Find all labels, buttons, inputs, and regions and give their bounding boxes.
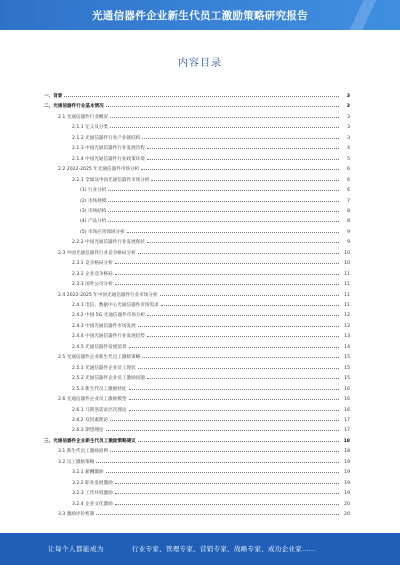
toc-entry-label: 3.1 新生代员工激励原则 [58,449,109,455]
toc-entry[interactable] [72,382,350,392]
toc-entry[interactable] [80,214,350,224]
toc-dot-leader [115,483,339,484]
toc-dot-leader [115,493,339,494]
toc-entry-page: 10 [344,250,350,256]
toc-entry-label: 2.3 中国光通信器件行业竞争格局分析 [58,250,136,256]
toc-entry-label: 2.3.2 企业竞争格局 [72,271,113,277]
toc-entry[interactable] [80,194,350,204]
toc-entry-page: 6 [347,177,350,183]
toc-entry[interactable] [58,288,350,298]
toc-dot-leader [129,347,340,348]
toc-entry-label: (1) 行业分析 [80,188,107,194]
toc-entry-page: 19 [344,491,350,497]
toc-entry-label: 2.6 光通信器件企业员工激励模型 [58,397,127,403]
toc-entry[interactable] [80,183,350,193]
toc-entry-page: 5 [347,156,350,162]
toc-dot-leader [96,514,339,515]
toc-entry[interactable] [72,497,350,507]
toc-dot-leader [96,462,339,463]
toc-entry-label: 2.2.1 全球及中国光通信器件市场分析 [72,177,150,183]
toc-dot-leader [108,201,339,202]
toc-dot-leader [115,504,339,505]
toc-entry-label: 2.3.3 国外公司分析 [72,282,113,288]
toc-entry[interactable] [72,476,350,486]
toc-dot-leader [115,284,339,285]
toc-entry-label: 3.2.4 企业文化激励 [72,501,113,507]
toc-entry-page: 12 [344,313,350,319]
toc-entry-page: 13 [344,334,350,340]
toc-dot-leader [108,211,339,212]
toc-entry-page: 9 [347,229,350,235]
toc-entry-label: 二、光通信器件行业基本情况 [44,104,104,110]
toc-dot-leader [147,315,339,316]
toc-dot-leader [108,190,339,191]
toc-entry[interactable] [72,413,350,423]
toc-dot-leader [138,441,339,442]
toc-dot-leader [115,263,339,264]
toc-entry[interactable] [72,486,350,496]
toc-entry-page: 15 [344,365,350,371]
footer-slogan-right: 行业专家、管理专家、营销专家、战略专家、成功企业家…… [132,545,316,553]
toc-entry-page: 3 [347,114,350,120]
toc-entry[interactable] [72,319,350,329]
toc-entry[interactable] [58,444,350,454]
toc-entry[interactable] [72,329,350,339]
toc-entry-page: 16 [344,407,350,413]
toc-entry-label: 2.1.1 定义及分类 [72,125,109,131]
toc-dot-leader [147,336,339,337]
toc-entry-page: 11 [344,282,350,288]
toc-dot-leader [110,127,339,128]
toc-entry-label: 2.6.2 双因素理论 [72,417,109,423]
toc-entry-label: 三、光通信器件企业新生代员工激励策略建议 [44,438,136,444]
toc-entry[interactable] [72,152,350,162]
toc-dot-leader [106,430,339,431]
toc-entry[interactable] [58,350,350,360]
toc-entry-page: 18 [343,438,350,444]
toc-dot-leader [138,326,339,327]
toc-entry[interactable] [72,173,350,183]
toc-entry[interactable] [72,423,350,433]
toc-entry-label: 2.1.2 光通信器件行业产业链结构 [72,135,141,141]
toc-entry-page: 9 [347,240,350,246]
toc-entry-label: 3.2.1 薪酬激励 [72,470,104,476]
toc-dot-leader [129,389,340,390]
toc-entry-page: 11 [344,292,350,298]
toc-entry-label: 2.1.4 中国光通信器件行业政策环境 [72,156,145,162]
toc-entry-label: 2.1 光通信器件行业概况 [58,114,109,120]
toc-entry-page: 6 [347,167,350,173]
toc-entry-label: 2.2.2 中国光通信器件行业发展现状 [72,240,145,246]
toc-entry-page: 17 [344,417,350,423]
report-header-bar [0,0,400,30]
toc-entry[interactable] [58,455,350,465]
toc-entry-page: 8 [347,208,350,214]
report-title: 光通信器件企业新生代员工激励策略研究报告 [92,10,308,22]
toc-entry-label: 2.5.3 新生代员工激励特征 [72,386,127,392]
toc-entry-label: 一、背景 [44,94,63,99]
toc-entry-label: (2) 市场规模 [80,198,107,204]
toc-entry-label: 2.4.2 中国 5G 光通信器件市场分析 [72,313,146,319]
toc-entry-page: 3 [347,125,350,131]
toc-dot-leader [108,221,339,222]
toc-entry-page: 19 [344,480,350,486]
toc-entry[interactable] [44,434,350,444]
toc-entry-label: (5) 市场应用领域分析 [80,229,125,235]
toc-entry[interactable] [72,361,350,371]
toc-entry-page: 17 [344,428,350,434]
toc-entry-label: 2.1.3 中国光通信器件行业发展历程 [72,146,145,152]
toc-entry[interactable] [72,340,350,350]
toc-entry-page: 14 [344,344,350,350]
toc-entry-label: 3.3 激励评价机制 [58,512,95,517]
toc-entry[interactable] [72,298,350,308]
page-marker: · [199,520,201,525]
toc-entry-label: (4) 产品分析 [80,219,107,225]
toc-dot-leader [141,169,339,170]
toc-entry-page: 16 [344,397,350,403]
toc-dot-leader [106,472,339,473]
toc-entry-page: 3 [347,135,350,141]
toc-entry[interactable] [80,204,350,214]
toc-entry-page: 7 [347,198,350,204]
toc-entry-label: 2.5.1 光通信器件企业员工现状 [72,365,136,371]
toc-entry-page: 3 [346,94,350,99]
toc-entry[interactable] [72,131,350,141]
toc-dot-leader [127,232,339,233]
toc-title: 内容目录 [178,58,222,69]
toc-entry-page: 16 [344,386,350,392]
toc-entry-label: 3.2 员工激励策略 [58,459,95,465]
toc-dot-leader [110,420,339,421]
toc-entry[interactable] [72,267,350,277]
toc-entry-page: 19 [344,459,350,465]
toc-entry-label: 2.2 2022-2025 年光通信器件市场分析 [58,167,140,173]
toc-entry[interactable] [58,507,350,517]
toc-entry[interactable] [72,465,350,475]
toc-entry[interactable] [72,308,350,318]
toc-entry-page: 8 [347,219,350,225]
toc-entry-page: 11 [344,303,350,308]
toc-entry-label: 2.5 光通信器件企业新生代员工激励策略 [58,355,141,361]
toc-dot-leader [138,368,339,369]
toc-dot-leader [110,117,339,118]
footer-slogan-left: 让每个人都能成为 [48,545,104,553]
toc-entry[interactable] [58,162,350,172]
toc-entry-label: 3.2.3 工作环境激励 [72,491,113,497]
toc-dot-leader [115,274,339,275]
toc-entry-page: 4 [347,146,350,152]
toc-entry-page: 15 [344,355,350,361]
toc-entry-page: 6 [347,188,350,194]
footer-banner [0,533,400,565]
toc-entry-label: 3.2.2 职业发展激励 [72,480,113,486]
toc-entry[interactable] [80,225,350,235]
toc-entry-page: 20 [344,512,350,517]
toc-entry-label: 2.6.3 期望理论 [72,428,104,434]
toc-entry-page: 11 [344,271,350,277]
toc-entry[interactable] [72,120,350,130]
toc-dot-leader [151,180,339,181]
toc-entry-label: 2.4.1 电信、数据中心光通信器件市场需求 [72,303,159,308]
toc-dot-leader [129,410,340,411]
toc-dot-leader [110,451,339,452]
toc-dot-leader [147,159,339,160]
toc-dot-leader [138,253,339,254]
toc-entry-label: 2.6.1 马斯洛需求层次理论 [72,407,127,413]
toc-dot-leader [106,106,339,107]
toc-entry-label: 2.4 2022-2025 年中国光通信器件行业市场分析 [58,292,158,298]
toc-entry-label: 2.3.1 竞争格局分析 [72,261,113,267]
toc-dot-leader [147,148,339,149]
toc-entry[interactable] [72,277,350,287]
toc-dot-leader [64,96,339,97]
toc-entry-page: 3 [346,104,350,110]
toc-entry[interactable] [58,110,350,120]
toc-dot-leader [160,295,339,296]
toc-dot-leader [147,242,339,243]
toc-dot-leader [142,138,339,139]
toc-entry[interactable] [58,246,350,256]
toc-entry-page: 20 [344,501,350,507]
toc-entry[interactable] [72,256,350,266]
toc-entry-label: (3) 市场结构 [80,208,107,214]
toc-entry[interactable] [72,371,350,381]
toc-entry-page: 15 [344,376,350,382]
toc-entry[interactable] [72,141,350,151]
toc-entry-label: 2.5.2 光通信器件企业员工激励问题 [72,376,145,382]
toc-entry-label: 2.4.4 中国光通信器件行业发展趋势 [72,334,145,340]
toc-dot-leader [129,399,340,400]
toc-entry[interactable] [58,392,350,402]
toc-entry-page: 10 [344,261,350,267]
toc-entry[interactable] [44,99,350,109]
toc-entry-page: 18 [344,449,350,455]
toc-dot-leader [142,357,339,358]
toc-dot-leader [161,305,339,306]
toc-entry[interactable] [72,235,350,245]
toc-dot-leader [147,378,339,379]
toc-entry-page: 19 [344,470,350,476]
toc-entry[interactable] [44,89,350,99]
toc-entry[interactable] [72,403,350,413]
toc-entry-label: 2.4.3 中国光通信器件市场发展 [72,323,136,329]
toc-entry-label: 2.4.5 光通信器件发展前景 [72,344,127,350]
toc-entry-page: 12 [344,323,350,329]
